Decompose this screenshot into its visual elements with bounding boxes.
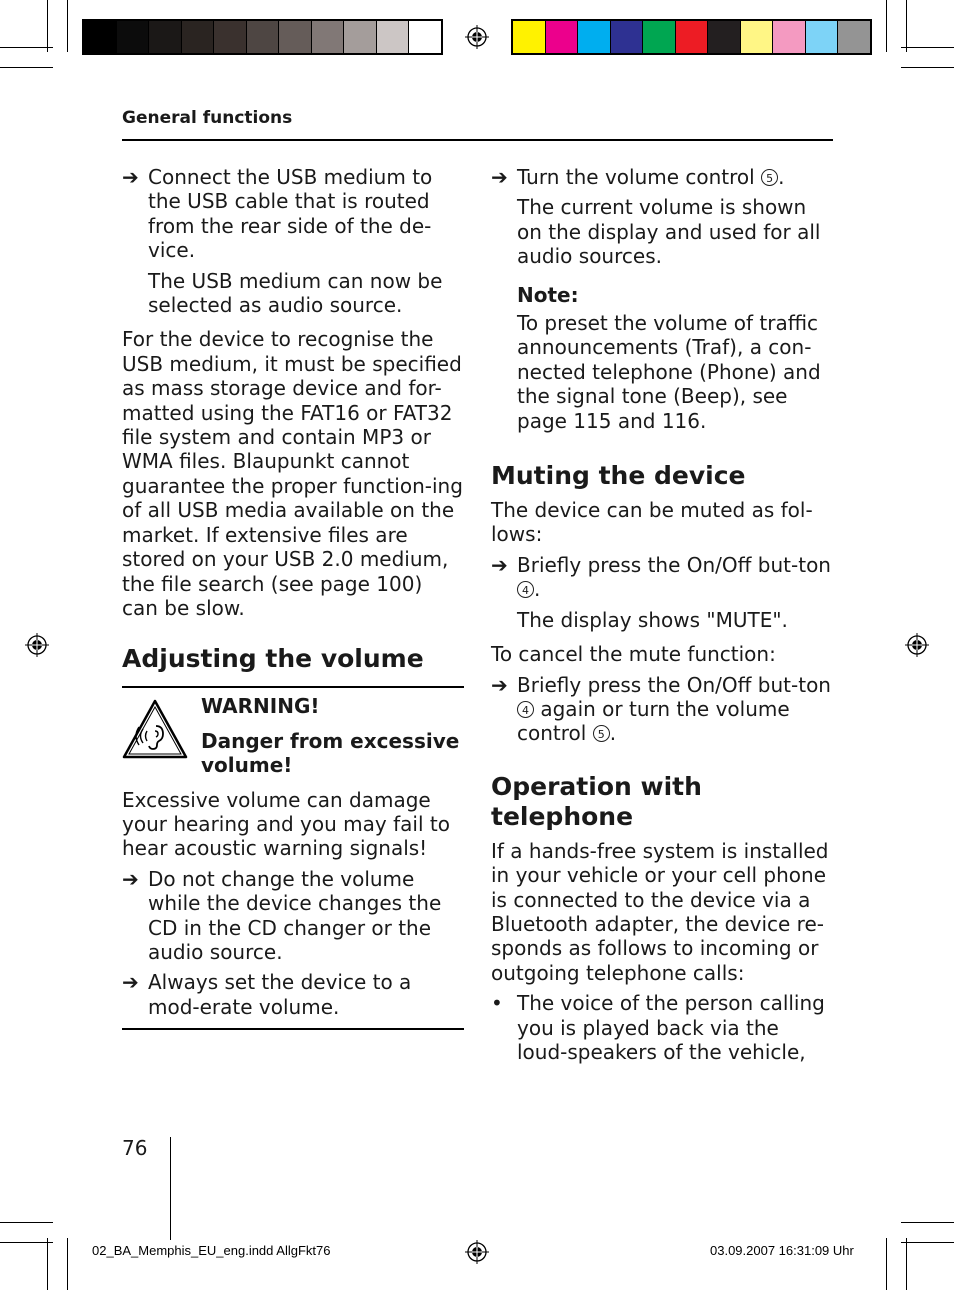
step-text: Connect the USB medium to the USB cable that is routed from the rear side of the de-vice. bbox=[148, 165, 433, 263]
arrow-right-icon: ➔ bbox=[122, 970, 139, 995]
header-rule bbox=[122, 139, 833, 141]
color-swatch bbox=[84, 21, 116, 53]
list-item-text: The voice of the person calling you is played back via the loud-speakers of the vehicle, bbox=[517, 991, 825, 1064]
step-text: Do not change the volume while the device changes the CD in the CD changer or the audio source. bbox=[148, 866, 442, 964]
note-label: Note: bbox=[517, 282, 579, 307]
body-paragraph: To cancel the mute function: bbox=[491, 642, 776, 667]
step-text: Always set the device to a mod-erate volume. bbox=[148, 970, 412, 1019]
key-number-badge: 4 bbox=[517, 581, 534, 598]
color-swatch bbox=[545, 21, 578, 53]
left-column bbox=[122, 165, 464, 1030]
warning-subtitle: Danger from excessive volume! bbox=[201, 728, 460, 778]
crop-mark bbox=[886, 0, 887, 52]
crop-mark bbox=[47, 0, 48, 52]
slug-filename: 02_BA_Memphis_EU_eng.indd AllgFkt76 bbox=[92, 1243, 331, 1258]
crop-mark bbox=[901, 47, 954, 48]
color-swatch bbox=[376, 21, 409, 53]
body-paragraph: For the device to recognise the USB medium, it must be specified as mass storage device and for-matted using the FAT16 or FAT32 file system and contain MP3 or WMA files. Blaupunkt cannot guarantee the proper function-ing of all USB media available on the market. If extensive files are stored on your USB 2.0 medium, the file search (see page 100) can be slow. bbox=[122, 327, 463, 620]
list-item bbox=[491, 991, 833, 1064]
step-result: The display shows "MUTE". bbox=[517, 607, 788, 632]
arrow-right-icon: ➔ bbox=[491, 552, 508, 577]
right-column bbox=[491, 165, 833, 1064]
color-swatch bbox=[311, 21, 344, 53]
note-text: To preset the volume of traffic announcements (Traf), a con-nected telephone (Phone) and the signal tone (Beep), see page 115 and 116. bbox=[517, 311, 821, 433]
color-swatch bbox=[148, 21, 181, 53]
crop-mark bbox=[906, 1238, 907, 1290]
crop-mark bbox=[886, 1238, 887, 1290]
color-swatch bbox=[408, 21, 441, 53]
key-number-badge: 4 bbox=[517, 701, 534, 718]
step-text: Briefly press the On/Off but-ton 4 again or turn the volume control 5 . bbox=[517, 672, 831, 746]
body-paragraph: The device can be muted as fol-lows: bbox=[491, 498, 813, 547]
grayscale-color-bar bbox=[82, 19, 443, 55]
color-swatch bbox=[837, 21, 870, 53]
color-swatch bbox=[805, 21, 838, 53]
instruction-step bbox=[122, 970, 464, 1019]
color-swatch bbox=[513, 21, 545, 53]
loud-noise-warning-icon bbox=[122, 698, 188, 760]
warning-end-rule bbox=[122, 1028, 464, 1030]
instruction-step bbox=[491, 165, 833, 189]
warning-box bbox=[122, 686, 464, 777]
color-swatch bbox=[675, 21, 708, 53]
color-swatch bbox=[343, 21, 376, 53]
color-swatch bbox=[740, 21, 773, 53]
crop-mark bbox=[67, 1238, 68, 1290]
folio-rule bbox=[170, 1137, 171, 1240]
crop-mark bbox=[906, 0, 907, 52]
crop-mark bbox=[901, 1242, 954, 1243]
registration-mark-icon bbox=[465, 1240, 489, 1264]
color-swatch bbox=[116, 21, 149, 53]
body-paragraph: If a hands-free system is installed in your vehicle or your cell phone is connected to the device via a Bluetooth adapter, the device re-sponds as follows to incoming or outgoing telephone calls: bbox=[491, 838, 829, 985]
section-heading: Operation with telephone bbox=[491, 771, 702, 831]
running-head: General functions bbox=[122, 108, 293, 128]
page-number: 76 bbox=[122, 1136, 148, 1160]
color-swatch bbox=[577, 21, 610, 53]
registration-mark-icon bbox=[25, 633, 49, 657]
crop-mark bbox=[901, 1222, 954, 1223]
instruction-step bbox=[122, 165, 464, 263]
arrow-right-icon: ➔ bbox=[122, 165, 139, 189]
key-number-badge: 5 bbox=[761, 169, 778, 186]
step-text: Turn the volume control 5 . bbox=[517, 165, 785, 189]
warning-title: WARNING! bbox=[201, 694, 320, 719]
process-color-bar bbox=[511, 19, 872, 55]
color-swatch bbox=[246, 21, 279, 53]
step-text: Briefly press the On/Off but-ton 4 . bbox=[517, 552, 831, 602]
crop-mark bbox=[0, 47, 53, 48]
instruction-step bbox=[122, 867, 464, 965]
key-number-badge: 5 bbox=[593, 725, 610, 742]
color-swatch bbox=[181, 21, 214, 53]
warning-body: Excessive volume can damage your hearing and you may fail to hear acoustic warning signals! bbox=[122, 787, 450, 861]
slug-datetime: 03.09.2007 16:31:09 Uhr bbox=[710, 1243, 854, 1258]
registration-mark-icon bbox=[905, 633, 929, 657]
registration-mark-icon bbox=[465, 25, 489, 49]
color-swatch bbox=[707, 21, 740, 53]
color-swatch bbox=[213, 21, 246, 53]
arrow-right-icon: ➔ bbox=[491, 672, 508, 697]
step-result: The USB medium can now be selected as audio source. bbox=[148, 268, 443, 318]
color-swatch bbox=[642, 21, 675, 53]
arrow-right-icon: ➔ bbox=[491, 165, 508, 189]
bullet-icon: • bbox=[491, 991, 503, 1016]
color-swatch bbox=[278, 21, 311, 53]
arrow-right-icon: ➔ bbox=[122, 866, 139, 891]
crop-mark bbox=[0, 1242, 53, 1243]
crop-mark bbox=[0, 1222, 53, 1223]
crop-mark bbox=[0, 67, 53, 68]
section-heading: Adjusting the volume bbox=[122, 644, 424, 674]
instruction-step bbox=[491, 673, 833, 746]
step-result: The current volume is shown on the display and used for all audio sources. bbox=[517, 195, 821, 269]
section-heading: Muting the device bbox=[491, 461, 746, 491]
crop-mark bbox=[901, 67, 954, 68]
crop-mark bbox=[47, 1238, 48, 1290]
color-swatch bbox=[772, 21, 805, 53]
crop-mark bbox=[67, 0, 68, 52]
color-swatch bbox=[610, 21, 643, 53]
instruction-step bbox=[491, 553, 833, 602]
